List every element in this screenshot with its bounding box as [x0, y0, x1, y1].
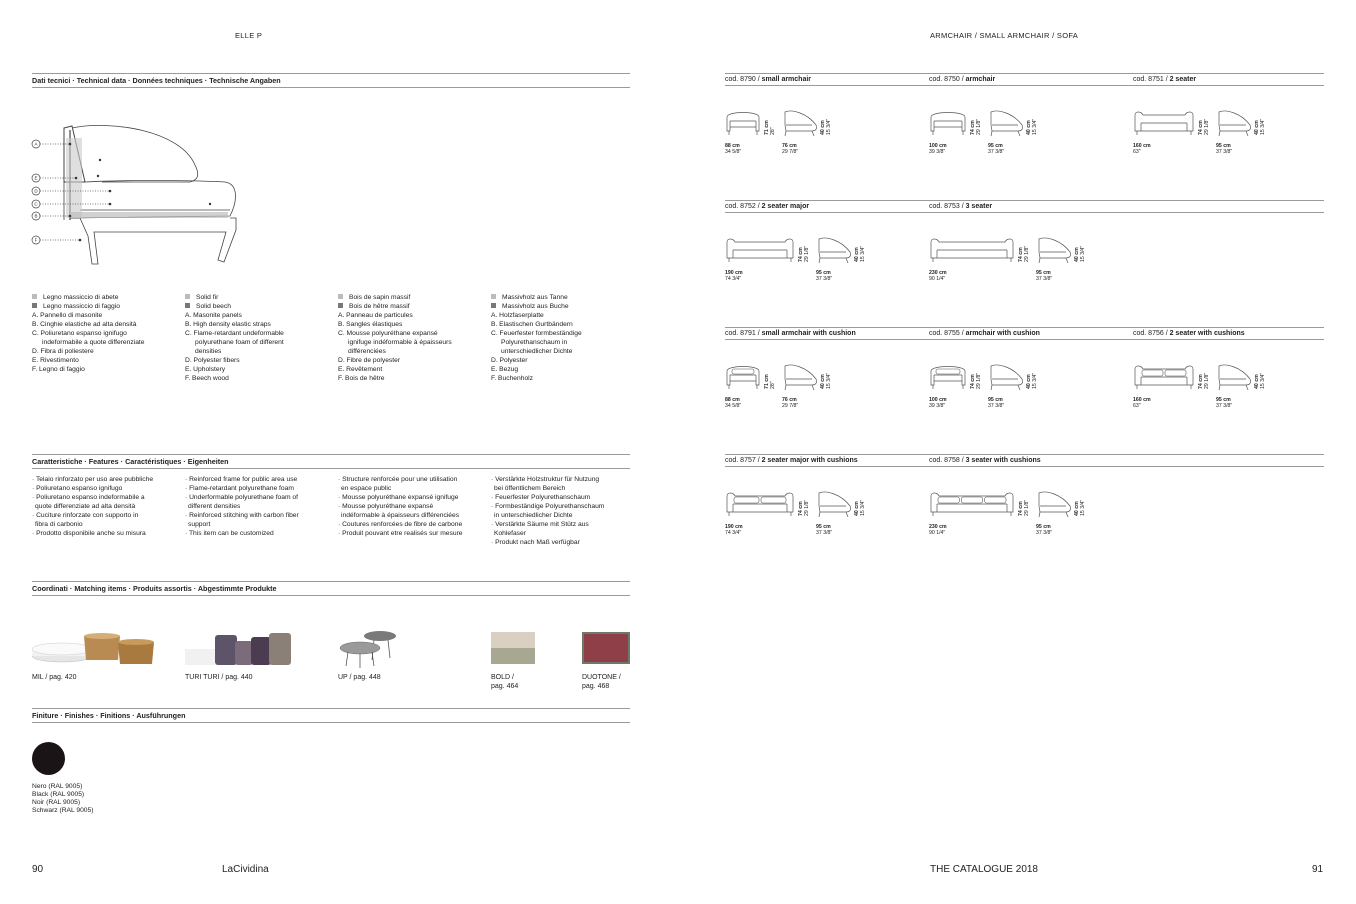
product-name: armchair with cushion [965, 330, 1040, 337]
matching-label-up[interactable]: UP / pag. 448 [338, 674, 381, 681]
product-seat-height: 40 cm 15 3/4" [1254, 118, 1266, 135]
product-width: 190 cm 74 3/4" [725, 270, 743, 282]
tech-col-de: Massivholz aus Tanne Massivholz aus Buche A. Holzfaserplatte B. Elastischen Gurtbändern C. Feuerfester formbeständige Polyurethanschaum in unterschiedlicher Dichte D. Polyester E. Bezug F. Buchenholz [491, 294, 582, 382]
product-front-outline [931, 239, 1013, 258]
brand-name: LaCividina [222, 864, 269, 875]
product-front-outline [931, 493, 1013, 512]
header-category: ARMCHAIR / SMALL ARMCHAIR / SOFA [930, 31, 1079, 40]
product-legs [729, 131, 757, 135]
product-side-outline [1039, 492, 1071, 517]
product-code: cod. 8750 / [929, 76, 966, 83]
product-front-drawing [725, 363, 763, 397]
product-name: armchair [965, 76, 996, 83]
product-seat-height: 40 cm 15 3/4" [1074, 245, 1086, 262]
product-seat-height: 40 cm 15 3/4" [1026, 118, 1038, 135]
product-legs [1137, 385, 1191, 389]
product-legs [1137, 131, 1191, 135]
page-number-right: 91 [1312, 864, 1324, 875]
product-width: 88 cm 34 5/8" [725, 143, 742, 155]
matching-title: Coordinati · Matching items · Produits assortis · Abgestimmte Produkte [32, 581, 630, 596]
product-side-outline [1219, 111, 1251, 136]
product-code: cod. 8758 / [929, 457, 966, 464]
product-seat-height: 40 cm 15 3/4" [1026, 372, 1038, 389]
matching-label-bold[interactable]: BOLD / pag. 464 [491, 674, 519, 690]
product-name: 2 seater with cushions [1169, 330, 1245, 337]
product-width: 230 cm 90 1/4" [929, 270, 947, 282]
product-back-cushion [936, 369, 960, 374]
product-side-outline [991, 111, 1023, 136]
product-legs [933, 258, 1011, 262]
features-col-en: · Reinforced frame for public area use · Flame-retardant polyurethane foam · Underformable polyurethane foam of different densities · Reinforced stitching with carbon fiber support · This item can be customized [185, 476, 299, 537]
catalogue-title: THE CATALOGUE 2018 [930, 864, 1038, 875]
product-code: cod. 8753 / [929, 203, 966, 210]
product-depth: 95 cm 37 3/8" [1216, 143, 1233, 155]
product-front-outline [1135, 366, 1193, 385]
product-side-drawing [782, 109, 818, 143]
product-legs [729, 258, 791, 262]
product-back-cushion [938, 497, 959, 503]
marker-f: F [34, 237, 38, 243]
product-front-drawing [929, 490, 1017, 524]
product-depth: 95 cm 37 3/8" [1036, 270, 1053, 282]
product-seat-height: 40 cm 15 3/4" [854, 499, 866, 516]
marker-a: A [34, 141, 38, 147]
up-table-image[interactable] [338, 628, 408, 668]
product-side-drawing [1216, 363, 1252, 397]
product-width: 230 cm 90 1/4" [929, 524, 947, 536]
product-front-outline [727, 493, 793, 512]
product-name: 2 seater [1169, 76, 1197, 83]
seat-frame-fill [70, 212, 228, 218]
product-width: 100 cm 39 3/8" [929, 397, 947, 409]
product-height: 71 cm 28" [764, 120, 776, 135]
product-code: cod. 8752 / [725, 203, 762, 210]
product-header [725, 454, 929, 467]
product-code: cod. 8751 / [1133, 76, 1170, 83]
product-front-drawing [1133, 109, 1197, 143]
product-name: 2 seater major with cushions [761, 457, 858, 464]
product-depth: 95 cm 37 3/8" [816, 524, 833, 536]
product-legs [933, 512, 1011, 516]
product-height: 74 cm 29 1/8" [970, 372, 982, 389]
product-header [929, 454, 1324, 467]
marker-c: C [34, 201, 38, 207]
product-width: 160 cm 63" [1133, 397, 1151, 409]
product-height: 74 cm 29 1/8" [798, 245, 810, 262]
product-name: 2 seater major [761, 203, 810, 210]
features-col-fr: · Structure renforcée pour une utilisation en espace public · Mousse polyuréthane expansé ignifuge · Mousse polyuréthane expansé indéformable à épaisseurs différenciées · Coutures renforcées de fibre de carbone · Produit pouvant etre realisés sur mesure [338, 476, 463, 537]
product-front-drawing [725, 109, 763, 143]
product-height: 74 cm 29 1/8" [798, 499, 810, 516]
product-depth: 76 cm 29 7/8" [782, 397, 799, 409]
header-product-name: ELLE P [235, 31, 263, 40]
product-height: 74 cm 29 1/8" [1198, 372, 1210, 389]
product-width: 190 cm 74 3/4" [725, 524, 743, 536]
product-legs [933, 385, 963, 389]
features-title: Caratteristiche · Features · Caractéristiques · Eigenheiten [32, 454, 630, 469]
product-side-outline [1039, 238, 1071, 263]
product-code: cod. 8791 / [725, 330, 762, 337]
product-front-outline [727, 113, 759, 132]
product-back-cushion [1142, 370, 1163, 376]
product-side-outline [819, 238, 851, 263]
product-depth: 76 cm 29 7/8" [782, 143, 799, 155]
product-width: 100 cm 39 3/8" [929, 143, 947, 155]
product-back-cushion [732, 369, 754, 374]
turi-turi-image[interactable] [185, 633, 295, 669]
product-front-outline [1135, 112, 1193, 131]
marker-b: B [34, 213, 38, 219]
product-front-drawing [929, 363, 969, 397]
product-depth: 95 cm 37 3/8" [816, 270, 833, 282]
product-back-cushion [1165, 370, 1186, 376]
finish-labels: Nero (RAL 9005) Black (RAL 9005) Noir (RAL 9005) Schwarz (RAL 9005) [32, 783, 94, 814]
product-front-drawing [929, 236, 1017, 270]
product-front-outline [931, 113, 965, 132]
product-back-cushion [985, 497, 1006, 503]
product-side-drawing [988, 363, 1024, 397]
product-seat-height: 40 cm 15 3/4" [854, 245, 866, 262]
product-height: 74 cm 29 1/8" [1198, 118, 1210, 135]
product-seat-height: 40 cm 15 3/4" [820, 118, 832, 135]
bold-rug-image[interactable] [491, 632, 535, 664]
marker-d: D [34, 188, 38, 194]
product-name: 3 seater with cushions [965, 457, 1041, 464]
product-legs [729, 512, 791, 516]
product-header [929, 327, 1133, 340]
finishes-title: Finiture · Finishes · Finitions · Ausführungen [32, 708, 630, 723]
product-seat-height: 40 cm 15 3/4" [820, 372, 832, 389]
tech-col-fr: Bois de sapin massif Bois de hêtre massif A. Panneau de particules B. Sangles élastiques C. Mousse polyuréthane expansé ignifuge indéformable à épaisseurs différenciées D. Fibre de polyester E. Revêtement F. Bois de hêtre [338, 294, 452, 382]
product-front-drawing [929, 109, 969, 143]
product-height: 74 cm 29 1/8" [1018, 245, 1030, 262]
product-name: small armchair [761, 76, 812, 83]
product-legs [729, 385, 757, 389]
duotone-rug-image[interactable] [582, 632, 630, 664]
product-header [725, 73, 929, 86]
product-back-cushion [734, 497, 759, 503]
matching-label-turi-turi[interactable]: TURI TURI / pag. 440 [185, 674, 253, 681]
product-side-drawing [782, 363, 818, 397]
tech-data-title: Dati tecnici · Technical data · Données techniques · Technische Angaben [32, 73, 630, 88]
product-side-drawing [1036, 490, 1072, 524]
product-side-drawing [988, 109, 1024, 143]
product-code: cod. 8755 / [929, 330, 966, 337]
product-side-outline [819, 492, 851, 517]
product-header [725, 327, 929, 340]
product-depth: 95 cm 37 3/8" [1216, 397, 1233, 409]
product-side-drawing [816, 236, 852, 270]
product-code: cod. 8790 / [725, 76, 762, 83]
product-back-cushion [961, 497, 982, 503]
product-side-outline [1219, 365, 1251, 390]
product-seat-height: 40 cm 15 3/4" [1254, 372, 1266, 389]
product-header [929, 73, 1133, 86]
product-legs [933, 131, 963, 135]
features-col-de: · Verstärkte Holzstruktur für Nutzung bei öffentlichem Bereich · Feuerfester Polyurethanschaum · Formbeständige Polyurethanschaum in unterschiedlicher Dichte · Verstärkte Säume mit Stütz aus Kohlefaser · Produkt nach Maß verfügbar [491, 476, 605, 546]
product-seat-height: 40 cm 15 3/4" [1074, 499, 1086, 516]
product-front-drawing [725, 490, 797, 524]
product-code: cod. 8756 / [1133, 330, 1170, 337]
matching-label-mil[interactable]: MIL / pag. 420 [32, 674, 77, 681]
page-number-left: 90 [32, 864, 44, 875]
product-front-drawing [725, 236, 797, 270]
product-front-outline [727, 239, 793, 258]
product-name: 3 seater [965, 203, 993, 210]
product-side-outline [785, 365, 817, 390]
product-width: 88 cm 34 5/8" [725, 397, 742, 409]
marker-e: E [34, 175, 38, 181]
product-header [1133, 327, 1324, 340]
product-side-outline [785, 111, 817, 136]
product-depth: 95 cm 37 3/8" [988, 397, 1005, 409]
product-width: 160 cm 63" [1133, 143, 1151, 155]
product-name: small armchair with cushion [761, 330, 856, 337]
product-side-drawing [1216, 109, 1252, 143]
features-col-it: · Telaio rinforzato per uso aree pubbliche · Poliuretano espanso ignifugo · Poliuretano espanso indeformabile a quote differenziate ad alta densità · Cuciture rinforzate con supporto in fibra di carbonio · Prodotto disponibile anche su misura [32, 476, 154, 537]
product-header [1133, 73, 1324, 86]
mil-table-image[interactable] [32, 630, 157, 670]
product-depth: 95 cm 37 3/8" [1036, 524, 1053, 536]
product-header [929, 200, 1324, 213]
product-code: cod. 8757 / [725, 457, 762, 464]
product-side-drawing [816, 490, 852, 524]
product-side-drawing [1036, 236, 1072, 270]
matching-label-duotone[interactable]: DUOTONE / pag. 468 [582, 674, 621, 690]
tech-col-it: Legno massiccio di abete Legno massiccio di faggio A. Pannello di masonite B. Cinghie elastiche ad alta densità C. Poliuretano espanso ignifugo indeformabile a quote differenziate D. Fibra di poliestere E. Rivestimento F. Legno di faggio [32, 294, 145, 373]
product-side-outline [991, 365, 1023, 390]
product-height: 74 cm 29 1/8" [1018, 499, 1030, 516]
product-header [725, 200, 929, 213]
tech-col-en: Solid fir Solid beech A. Masonite panels B. High density elastic straps C. Flame-retardant undeformable polyurethane foam of different densities D. Polyester fibers E. Upholstery F. Beech wood [185, 294, 284, 382]
sofa-section-diagram [30, 120, 260, 270]
product-front-drawing [1133, 363, 1197, 397]
product-height: 74 cm 29 1/8" [970, 118, 982, 135]
product-height: 71 cm 28" [764, 374, 776, 389]
product-depth: 95 cm 37 3/8" [988, 143, 1005, 155]
finish-swatch-black[interactable] [32, 742, 65, 775]
product-back-cushion [761, 497, 786, 503]
